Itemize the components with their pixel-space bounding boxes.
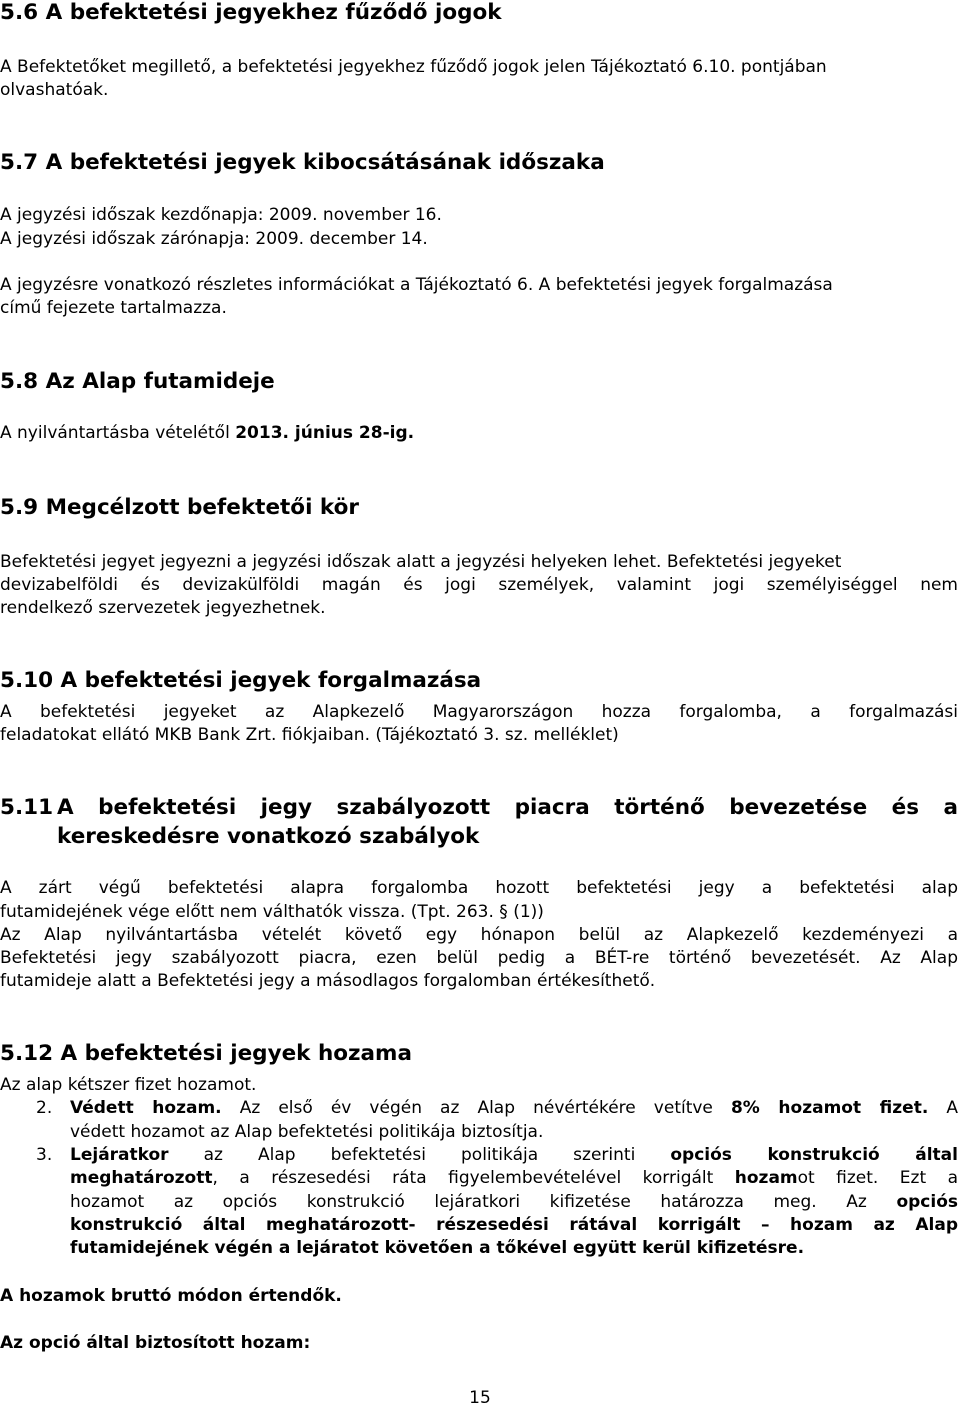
list-item-3-bold-2: meghatározott (70, 1168, 213, 1188)
list-item-2-text: Az első év végén az Alap névértékére vetítve (221, 1098, 731, 1118)
section-5-8-text: A nyilvántartásba vételétől (0, 423, 236, 443)
section-5-9-line-1: Befektetési jegyet jegyezni a jegyzési időszak alatt a jegyzési helyeken lehet. Befektetési jegyeket (0, 552, 842, 572)
section-5-10-heading: 5.10 A befektetési jegyek forgalmazása (0, 668, 482, 693)
list-item-2-line-2: védett hozamot az Alap befektetési politikája biztosítja. (70, 1122, 544, 1142)
list-item-3-bold-3: hozam (734, 1168, 798, 1188)
section-5-6-heading: 5.6 A befektetési jegyekhez fűződő jogok (0, 0, 502, 25)
section-5-6-line-2: olvashatóak. (0, 80, 109, 100)
section-5-12-heading: 5.12 A befektetési jegyek hozama (0, 1041, 412, 1066)
section-5-9-line-2: devizabelföldi és devizakülföldi magán és jogi személyek, valamint jogi személyiséggel nem (0, 575, 958, 595)
list-item-3-line-1 (70, 1145, 958, 1165)
section-5-7-line-3: A jegyzésre vonatkozó részletes információkat a Tájékoztató 6. A befektetési jegyek forgalmazása (0, 275, 833, 295)
section-5-11-line-4: Befektetési jegy szabályozott piacra, ezen belül pedig a BÉT-re történő bevezetését. Az Alap (0, 948, 958, 968)
section-5-7-heading: 5.7 A befektetési jegyek kibocsátásának időszaka (0, 150, 605, 175)
section-5-6-line-1: A Befektetőket megillető, a befektetési jegyekhez fűződő jogok jelen Tájékoztató 6.10. pontjában (0, 57, 827, 77)
list-item-3-text-4: hozamot az opciós konstrukció lejáratkori kifizetése határozza meg. Az (70, 1192, 897, 1212)
maturity-label: Lejáratkor (70, 1145, 169, 1165)
section-5-8-line-1 (0, 423, 958, 443)
section-5-11-number: 5.11 (0, 795, 54, 820)
section-5-7-line-1: A jegyzési időszak kezdőnapja: 2009. november 16. (0, 205, 442, 225)
list-item-3-text-1: az Alap befektetési politikája szerinti (168, 1145, 671, 1165)
section-5-11-line-5: futamideje alatt a Befektetési jegy a másodlagos forgalomban értékesíthető. (0, 971, 656, 991)
section-5-12-intro: Az alap kétszer fizet hozamot. (0, 1075, 257, 1095)
protected-yield-label: Védett hozam. (70, 1098, 222, 1118)
list-item-3-bold-1: opciós konstrukció által (670, 1145, 958, 1165)
section-5-11-title-line-2: kereskedésre vonatkozó szabályok (57, 824, 480, 849)
section-5-11-line-3: Az Alap nyilvántartásba vételét követő egy hónapon belül az Alapkezelő kezdeményezi a (0, 925, 958, 945)
section-5-11-title-line-1: A befektetési jegy szabályozott piacra történő bevezetése és a (57, 795, 958, 820)
section-5-7-line-2: A jegyzési időszak zárónapja: 2009. december 14. (0, 229, 428, 249)
section-5-11-line-2: futamidejének vége előtt nem válthatók vissza. (Tpt. 263. § (1)) (0, 902, 544, 922)
list-item-3-number: 3. (36, 1145, 53, 1165)
section-5-7-line-4: című fejezete tartalmazza. (0, 298, 227, 318)
gross-yield-note: A hozamok bruttó módon értendők. (0, 1286, 342, 1306)
section-5-8-date: 2013. június 28-ig. (235, 423, 415, 443)
list-item-2-line-1 (70, 1098, 958, 1118)
page-number: 15 (469, 1388, 491, 1408)
list-item-3-line-3 (70, 1192, 958, 1212)
section-5-8-heading: 5.8 Az Alap futamideje (0, 369, 275, 394)
section-5-9-line-3: rendelkező szervezetek jegyezhetnek. (0, 598, 326, 618)
section-5-10-line-2: feladatokat ellátó MKB Bank Zrt. fiókjaiban. (Tájékoztató 3. sz. melléklet) (0, 725, 619, 745)
list-item-3-text-2: , a részesedési ráta figyelembevételével korrigált (212, 1168, 735, 1188)
list-item-3-text-3: ot fizet. Ezt a (797, 1168, 959, 1188)
protected-yield-value: 8% hozamot fizet. (730, 1098, 929, 1118)
section-5-11-line-1: A zárt végű befektetési alapra forgalomba hozott befektetési jegy a befektetési alap (0, 878, 958, 898)
option-yield-label: Az opció által biztosított hozam: (0, 1333, 311, 1353)
list-item-3-line-5: futamidejének végén a lejáratot követően a tőkével együtt kerül kifizetésre. (70, 1238, 805, 1258)
list-item-3-line-2 (70, 1168, 958, 1188)
section-5-10-line-1: A befektetési jegyeket az Alapkezelő Magyarországon hozza forgalomba, a forgalmazási (0, 702, 958, 722)
list-item-2-number: 2. (36, 1098, 53, 1118)
list-item-2-tail: A (928, 1098, 958, 1118)
list-item-3-bold-4: opciós (896, 1192, 958, 1212)
section-5-9-heading: 5.9 Megcélzott befektetői kör (0, 495, 360, 520)
list-item-3-line-4: konstrukció által meghatározott- részesedési rátával korrigált – hozam az Alap (70, 1215, 958, 1235)
